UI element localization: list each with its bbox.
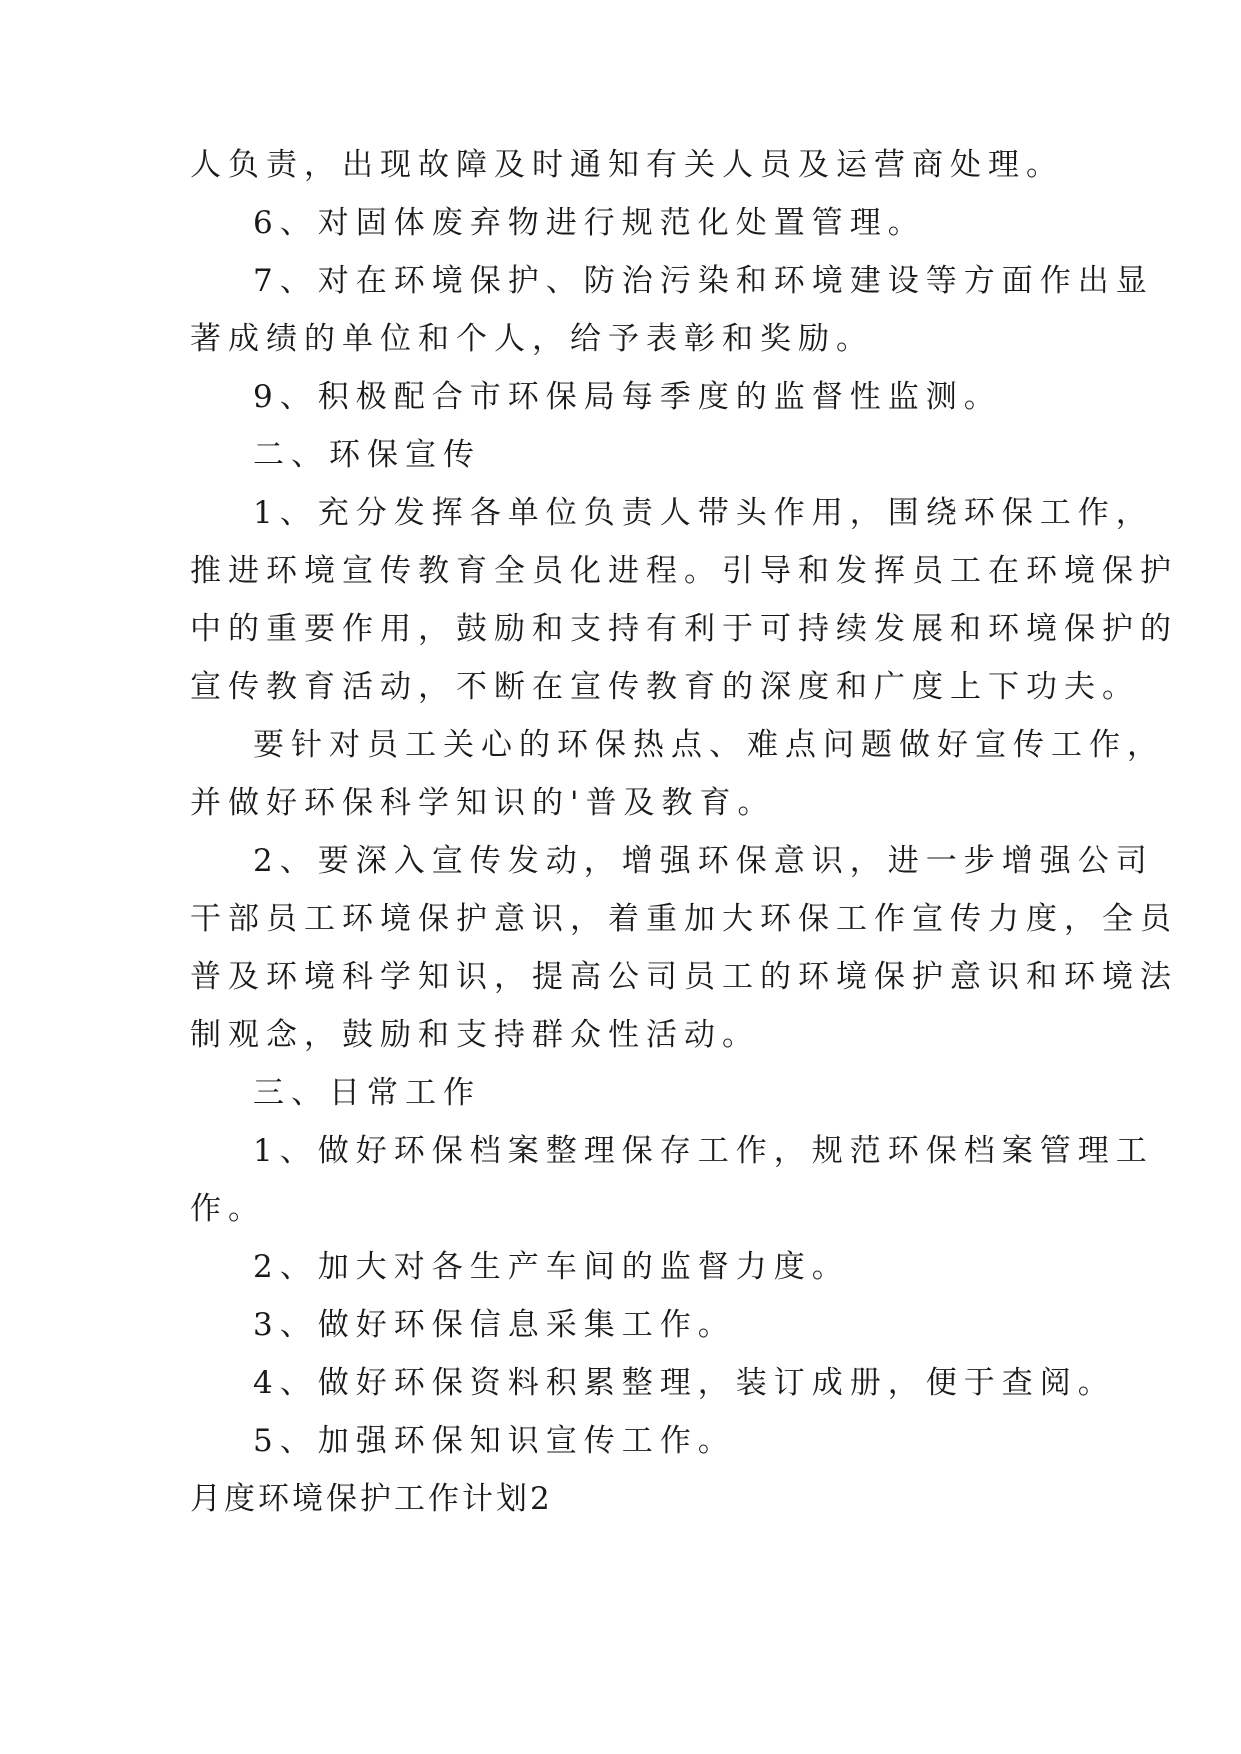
paragraph-line: 要针对员工关心的环保热点、难点问题做好宣传工作， [253,727,1165,763]
section-heading: 三、日常工作 [253,1075,481,1111]
paragraph-line: 并做好环保科学知识的'普及教育。 [190,785,776,821]
paragraph-line: 著成绩的单位和个人，给予表彰和奖励。 [190,321,874,357]
next-section-title: 月度环境保护工作计划2 [190,1481,553,1517]
paragraph-line: 2、加大对各生产车间的监督力度。 [253,1249,850,1285]
paragraph-line: 宣传教育活动，不断在宣传教育的深度和广度上下功夫。 [190,669,1140,705]
section-heading: 二、环保宣传 [253,437,481,473]
paragraph-line: 2、要深入宣传发动，增强环保意识，进一步增强公司 [253,843,1154,879]
paragraph-line: 3、做好环保信息采集工作。 [253,1307,736,1343]
paragraph-line: 4、做好环保资料积累整理，装订成册，便于查阅。 [253,1365,1116,1401]
paragraph-line: 人负责，出现故障及时通知有关人员及运营商处理。 [190,147,1064,183]
paragraph-line: 7、对在环境保护、防治污染和环境建设等方面作出显 [253,263,1154,299]
paragraph-line: 推进环境宣传教育全员化进程。引导和发挥员工在环境保护 [190,553,1178,589]
paragraph-line: 9、积极配合市环保局每季度的监督性监测。 [253,379,1002,415]
paragraph-line: 中的重要作用，鼓励和支持有利于可持续发展和环境保护的 [190,611,1178,647]
paragraph-line: 1、做好环保档案整理保存工作，规范环保档案管理工 [253,1133,1154,1169]
paragraph-line: 制观念，鼓励和支持群众性活动。 [190,1017,760,1053]
paragraph-line: 普及环境科学知识，提高公司员工的环境保护意识和环境法 [190,959,1178,995]
paragraph-line: 5、加强环保知识宣传工作。 [253,1423,736,1459]
paragraph-line: 6、对固体废弃物进行规范化处置管理。 [253,205,926,241]
paragraph-line: 作。 [190,1191,266,1227]
paragraph-line: 1、充分发挥各单位负责人带头作用，围绕环保工作， [253,495,1154,531]
paragraph-line: 干部员工环境保护意识，着重加大环保工作宣传力度，全员 [190,901,1178,937]
